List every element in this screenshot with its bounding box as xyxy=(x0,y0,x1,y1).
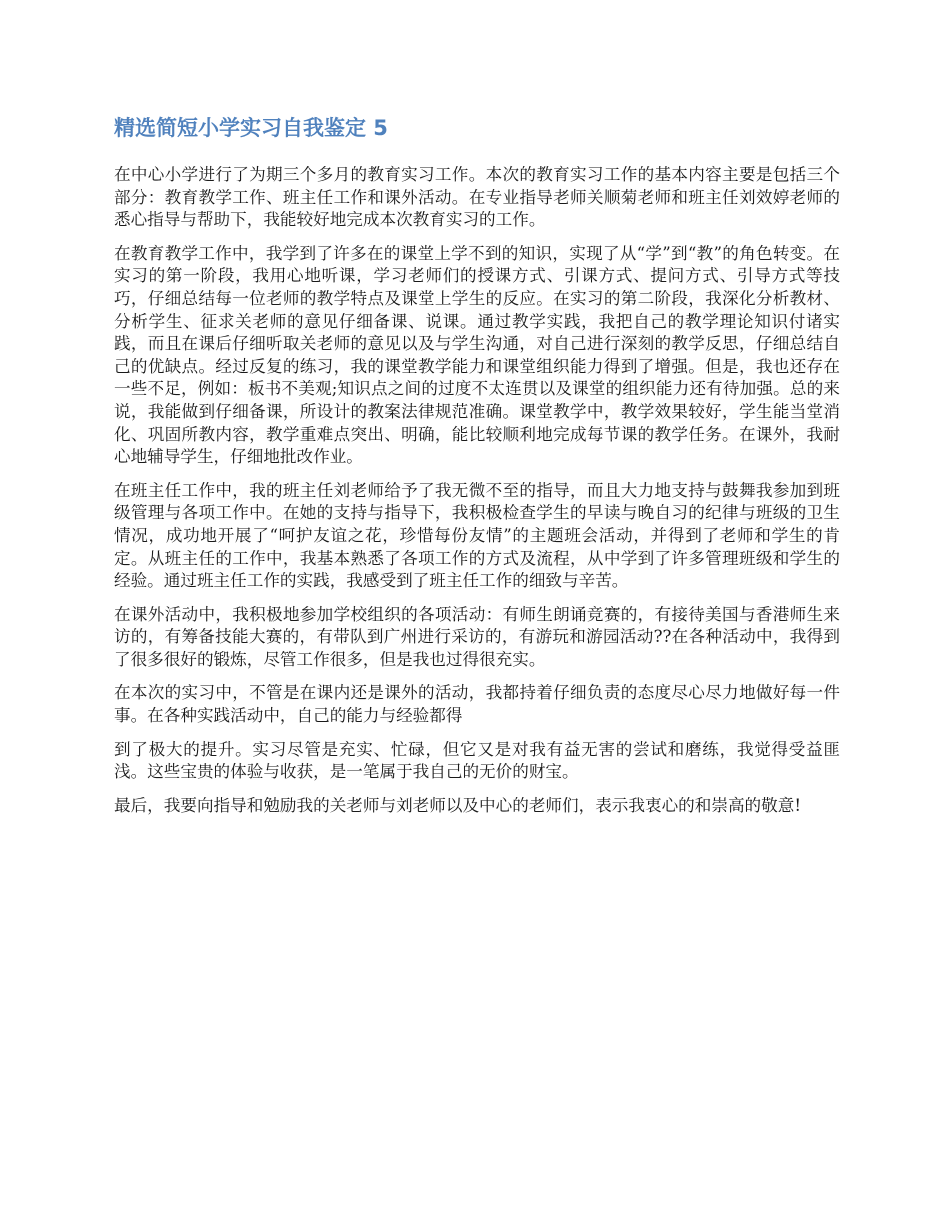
paragraph-class-teacher-work: 在班主任工作中，我的班主任刘老师给予了我无微不至的指导，而且大力地支持与鼓舞我参加到班级管理与各项工作中。在她的支持与指导下，我积极检查学生的早读与晚自习的纪律与班级的卫生情况，成功地开展了“呵护友谊之花，珍惜每份友情”的主题班会活动，并得到了老师和学生的肯定。从班主任的工作中，我基本熟悉了各项工作的方式及流程，从中学到了许多管理班级和学生的经验。通过班主任工作的实践，我感受到了班主任工作的细致与辛苦。 xyxy=(114,480,840,591)
paragraph-gains: 到了极大的提升。实习尽管是充实、忙碌，但它又是对我有益无害的尝试和磨练，我觉得受益匪浅。这些宝贵的体验与收获，是一笔属于我自己的无价的财宝。 xyxy=(114,739,840,782)
paragraph-extracurricular: 在课外活动中，我积极地参加学校组织的各项活动：有师生朗诵竞赛的，有接待美国与香港师生来访的，有筹备技能大赛的，有带队到广州进行采访的，有游玩和游园活动??在各种活动中，我得到了很多很好的锻炼，尽管工作很多，但是我也过得很充实。 xyxy=(114,604,840,669)
document-title: 精选简短小学实习自我鉴定 5 xyxy=(114,116,388,140)
paragraph-gratitude: 最后，我要向指导和勉励我的关老师与刘老师以及中心的老师们，表示我衷心的和崇高的敬意! xyxy=(114,795,802,815)
paragraph-teaching-work: 在教育教学工作中，我学到了许多在的课堂上学不到的知识，实现了从“学”到“教”的角色转变。在实习的第一阶段，我用心地听课，学习老师们的授课方式、引课方式、提问方式、引导方式等技巧，仔细总结每一位老师的教学特点及课堂上学生的反应。在实习的第二阶段，我深化分析教材、分析学生、征求关老师的意见仔细备课、说课。通过教学实践，我把自己的教学理论知识付诸实践，而且在课后仔细听取关老师的意见以及与学生沟通，对自己进行深刻的教学反思，仔细总结自己的优缺点。经过反复的练习，我的课堂教学能力和课堂组织能力得到了增强。但是，我也还存在一些不足，例如：板书不美观;知识点之间的过度不太连贯以及课堂的组织能力还有待加强。总的来说，我能做到仔细备课，所设计的教案法律规范准确。课堂教学中，教学效果较好，学生能当堂消化、巩固所教内容，教学重难点突出、明确，能比较顺利地完成每节课的教学任务。在课外，我耐心地辅导学生，仔细地批改作业。 xyxy=(114,243,840,467)
document-page xyxy=(114,112,840,828)
paragraph-internship-attitude: 在本次的实习中，不管是在课内还是课外的活动，我都持着仔细负责的态度尽心尽力地做好每一件事。在各种实践活动中，自己的能力与经验都得 xyxy=(114,683,840,726)
paragraph-intro: 在中心小学进行了为期三个多月的教育实习工作。本次的教育实习工作的基本内容主要是包括三个部分：教育教学工作、班主任工作和课外活动。在专业指导老师关顺菊老师和班主任刘效婷老师的悉心指导与帮助下，我能较好地完成本次教育实习的工作。 xyxy=(114,165,840,230)
